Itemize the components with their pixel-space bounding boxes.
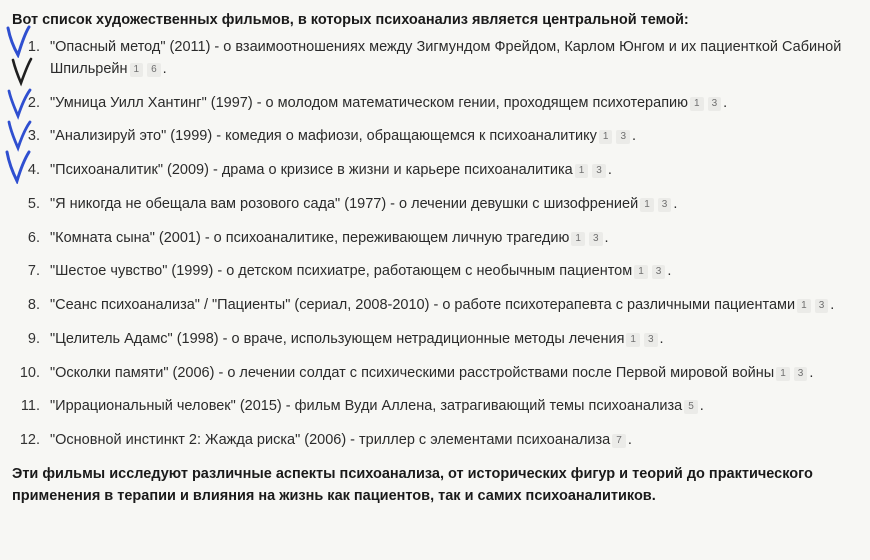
list-item: [10, 228, 856, 250]
list-item-number: 5.: [27, 195, 40, 212]
citation-ref[interactable]: 3: [644, 333, 658, 347]
list-item-text: "Умница Уилл Хантинг" (1997) - о молодом математическом гении, проходящем психотерапию: [50, 94, 689, 111]
list-item-period: .: [673, 195, 678, 212]
list-item-period: .: [809, 364, 814, 381]
citation-ref[interactable]: 3: [708, 97, 722, 111]
citation-ref[interactable]: 1: [575, 164, 589, 178]
list-item-period: .: [627, 432, 632, 449]
intro-paragraph: Вот список художественных фильмов, в которых психоанализ является центральной темой:: [12, 12, 689, 28]
list-item-number: 7.: [27, 263, 40, 280]
citation-ref[interactable]: 1: [690, 97, 704, 111]
list-item-text: "Шестое чувство" (1999) - о детском психиатре, работающем с необычным пациентом: [50, 263, 633, 280]
list-item-number: 3.: [27, 128, 40, 145]
list-item-text: "Основной инстинкт 2: Жажда риска" (2006) - триллер с элементами психоанализа: [50, 432, 611, 449]
citation-ref[interactable]: 3: [652, 265, 666, 279]
citation-ref[interactable]: 1: [130, 63, 144, 77]
list-item-text: "Психоаналитик" (2009) - драма о кризисе в жизни и карьере психоаналитика: [50, 162, 573, 179]
list-item-number: 10.: [19, 364, 40, 381]
citation-ref[interactable]: 3: [592, 164, 606, 178]
list-item: [10, 194, 856, 216]
citation-ref[interactable]: 1: [776, 367, 790, 381]
list-item-text: "Анализируй это" (1999) - комедия о мафиози, обращающемся к психоаналитику: [50, 128, 597, 145]
citation-ref[interactable]: 3: [815, 299, 829, 313]
list-item-number: 4.: [27, 162, 40, 179]
list-item: [10, 93, 856, 115]
list-item-period: .: [667, 263, 672, 280]
list-item: [10, 261, 856, 283]
list-item-text: "Целитель Адамс" (1998) - о враче, использующем нетрадиционные методы лечения: [50, 330, 625, 347]
list-item-period: .: [632, 128, 637, 145]
list-item-period: .: [723, 94, 728, 111]
list-item-period: .: [830, 297, 835, 314]
list-item-text: "Иррациональный человек" (2015) - фильм Вуди Аллена, затрагивающий темы психоанализа: [50, 398, 683, 415]
list-item-number: 2.: [27, 94, 40, 111]
citation-ref[interactable]: 5: [684, 400, 698, 414]
citation-ref[interactable]: 1: [797, 299, 811, 313]
list-item-number: 11.: [20, 398, 40, 415]
citation-ref[interactable]: 1: [634, 265, 648, 279]
list-item-period: .: [604, 229, 609, 246]
list-item-number: 9.: [27, 330, 40, 347]
citation-ref[interactable]: 1: [640, 198, 654, 212]
citation-ref[interactable]: 1: [626, 333, 640, 347]
list-item: [10, 295, 856, 317]
list-item-text: "Я никогда не обещала вам розового сада" (1977) - о лечении девушки с шизофренией: [50, 195, 639, 212]
citation-ref[interactable]: 6: [147, 63, 161, 77]
citation-ref[interactable]: 3: [616, 130, 630, 144]
list-item: [10, 363, 856, 385]
citation-ref[interactable]: 1: [599, 130, 613, 144]
citation-ref[interactable]: 3: [658, 198, 672, 212]
movie-list: [10, 37, 856, 452]
list-item-number: 6.: [27, 229, 40, 246]
list-item-period: .: [699, 398, 704, 415]
list-item-number: 1.: [27, 39, 40, 56]
list-item-number: 8.: [27, 297, 40, 314]
list-item-text: "Сеанс психоанализа" / "Пациенты" (сериал, 2008-2010) - о работе психотерапевта с различными пациентами: [50, 297, 796, 314]
outro-paragraph: Эти фильмы исследуют различные аспекты психоанализа, от исторических фигур и теорий до практического применения в терапии и влияния на жизнь как пациентов, так и самих психоаналитиков.: [12, 465, 813, 504]
list-item-text: "Опасный метод" (2011) - о взаимоотношениях между Зигмундом Фрейдом, Карлом Юнгом и их пациенткой Сабиной Шпильрейн: [50, 39, 842, 77]
list-item-period: .: [607, 162, 612, 179]
list-item-text: "Комната сына" (2001) - о психоаналитике, переживающем личную трагедию: [50, 229, 570, 246]
citation-ref[interactable]: 1: [571, 232, 585, 246]
list-item-period: .: [162, 60, 167, 77]
list-item-number: 12.: [19, 432, 40, 449]
citation-ref[interactable]: 7: [612, 434, 626, 448]
list-item-text: "Осколки памяти" (2006) - о лечении солдат с психическими расстройствами после Первой мировой войны: [50, 364, 775, 381]
citation-ref[interactable]: 3: [589, 232, 603, 246]
list-item: [10, 160, 856, 182]
list-item: [10, 396, 856, 418]
list-item: [10, 37, 856, 81]
list-item-period: .: [659, 330, 664, 347]
list-item: [10, 329, 856, 351]
list-item: [10, 126, 856, 148]
citation-ref[interactable]: 3: [794, 367, 808, 381]
list-item: [10, 430, 856, 452]
